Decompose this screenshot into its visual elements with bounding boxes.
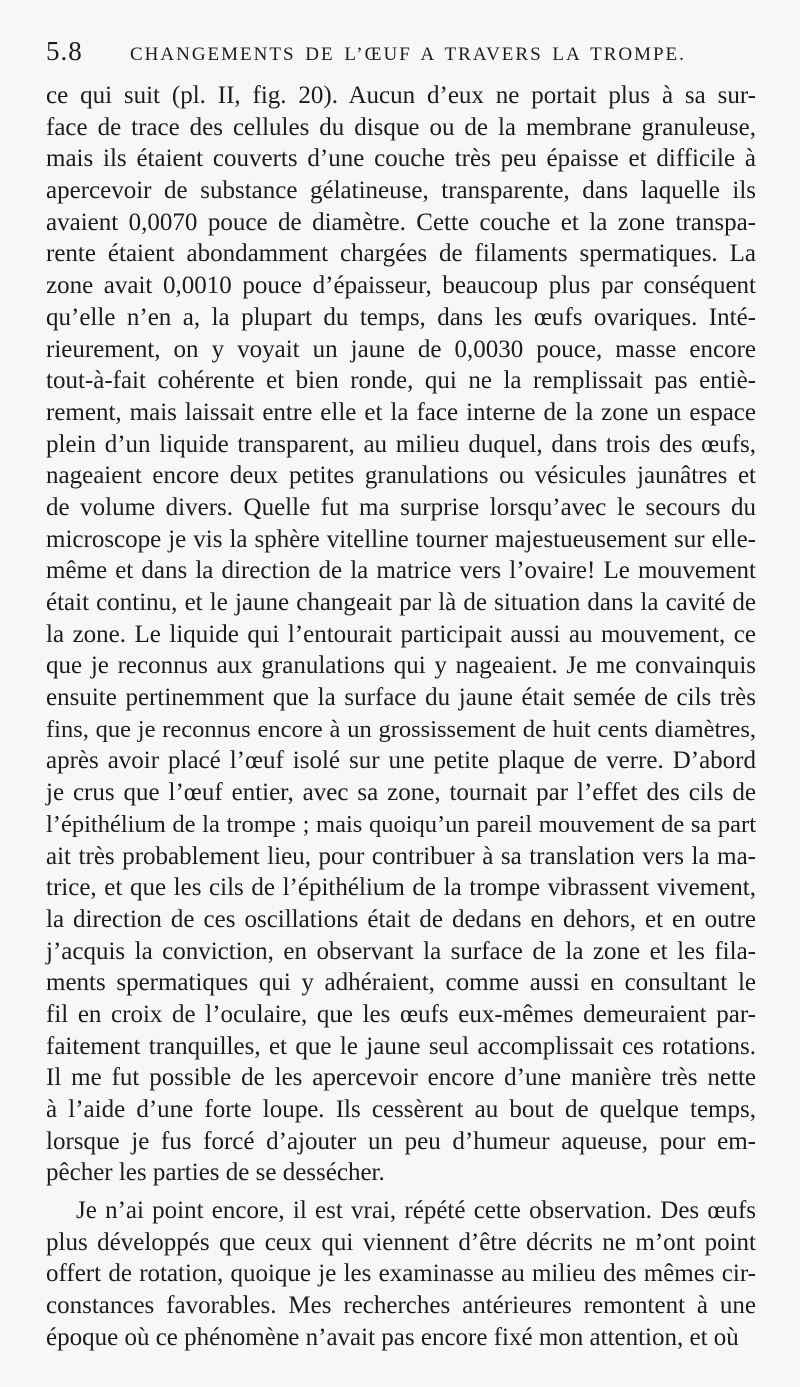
text-line: Il me fut possible de les apercevoir encore d’une manière très nette: [46, 1064, 756, 1092]
text-line: microscope je vis la sphère vitelline tourner majestueusement sur elle-: [46, 525, 756, 553]
text-line: la direction de ces oscillations était de dedans en dehors, et en outre: [46, 905, 756, 933]
text-line: même et dans la direction de la matrice vers l’ovaire! Le mouvement: [46, 557, 756, 585]
page-number: 5.8: [46, 36, 83, 66]
text-line: je crus que l’œuf entier, avec sa zone, tournait par l’effet des cils de: [46, 779, 756, 807]
text-line: à l’aide d’une forte loupe. Ils cessèrent au bout de quelque temps,: [46, 1096, 756, 1123]
text-line: après avoir placé l’œuf isolé sur une petite plaque de verre. D’abord: [46, 747, 756, 775]
text-line: la zone. Le liquide qui l’entourait participait aussi au mouvement, ce: [46, 620, 756, 648]
text-line: mais ils étaient couverts d’une couche très peu épaisse et difficile à: [46, 145, 756, 173]
running-header: [46, 36, 756, 72]
text-line: rente étaient abondamment chargées de filaments spermatiques. La: [46, 240, 756, 268]
paragraph: [46, 80, 756, 1189]
text-line: fil en croix de l’oculaire, que les œufs eux-mêmes demeuraient par-: [46, 1000, 756, 1028]
text-line: offert de rotation, quoique je les examinasse au milieu des mêmes cir-: [46, 1260, 756, 1288]
text-line: ait très probablement lieu, pour contribuer à sa translation vers la ma-: [46, 842, 756, 870]
text-line: faitement tranquilles, et que le jaune seul accomplissait ces rotations.: [46, 1032, 756, 1060]
text-line: face de trace des cellules du disque ou de la membrane granuleuse,: [46, 113, 756, 141]
text-line: pêcher les parties de se dessécher.: [46, 1159, 385, 1187]
body-text: [46, 80, 756, 1354]
text-line: plus développés que ceux qui viennent d’être décrits ne m’ont point: [46, 1228, 756, 1256]
paragraph: [46, 1195, 756, 1353]
text-line: zone avait 0,0010 pouce d’épaisseur, beaucoup plus par conséquent: [46, 272, 756, 300]
text-line: qu’elle n’en a, la plupart du temps, dans les œufs ovariques. Inté-: [46, 303, 756, 331]
text-line: ce qui suit (pl. II, fig. 20). Aucun d’eux ne portait plus à sa sur-: [46, 82, 756, 109]
text-line: époque où ce phénomène n’avait pas encore fixé mon attention, et où: [46, 1323, 739, 1351]
text-line: constances favorables. Mes recherches antérieures remontent à une: [46, 1292, 756, 1320]
text-line: trice, et que les cils de l’épithélium de la trompe vibrassent vivement,: [46, 874, 756, 902]
text-line: ensuite pertinemment que la surface du jaune était semée de cils très: [46, 684, 756, 712]
text-line: ments spermatiques qui y adhéraient, comme aussi en consultant le: [46, 969, 756, 997]
text-line: de volume divers. Quelle fut ma surprise lorsqu’avec le secours du: [46, 493, 756, 521]
text-line: apercevoir de substance gélatineuse, transparente, dans laquelle ils: [46, 177, 756, 205]
text-line: fins, que je reconnus encore à un grossissement de huit cents diamètres,: [46, 715, 756, 743]
text-line: rement, mais laissait entre elle et la face interne de la zone un espace: [46, 398, 756, 426]
text-line: l’épithélium de la trompe ; mais quoiqu’un pareil mouvement de sa part: [46, 810, 756, 838]
text-line: tout-à-fait cohérente et bien ronde, qui ne la remplissait pas entiè-: [46, 367, 756, 395]
text-line: j’acquis la conviction, en observant la surface de la zone et les fila-: [46, 937, 756, 965]
text-line: Je n’ai point encore, il est vrai, répété cette observation. Des œufs: [76, 1197, 756, 1225]
text-line: rieurement, on y voyait un jaune de 0,0030 pouce, masse encore: [46, 335, 756, 363]
text-line: plein d’un liquide transparent, au milieu duquel, dans trois des œufs,: [46, 430, 756, 458]
text-line: nageaient encore deux petites granulations ou vésicules jaunâtres et: [46, 462, 756, 490]
running-title: CHANGEMENTS DE L’ŒUF A TRAVERS LA TROMPE.: [130, 44, 686, 65]
text-line: que je reconnus aux granulations qui y nageaient. Je me convainquis: [46, 652, 756, 680]
text-line: était continu, et le jaune changeait par là de situation dans la cavité de: [46, 589, 756, 616]
text-line: lorsque je fus forcé d’ajouter un peu d’humeur aqueuse, pour em-: [46, 1127, 756, 1155]
text-line: avaient 0,0070 pouce de diamètre. Cette couche et la zone transpa-: [46, 208, 756, 236]
